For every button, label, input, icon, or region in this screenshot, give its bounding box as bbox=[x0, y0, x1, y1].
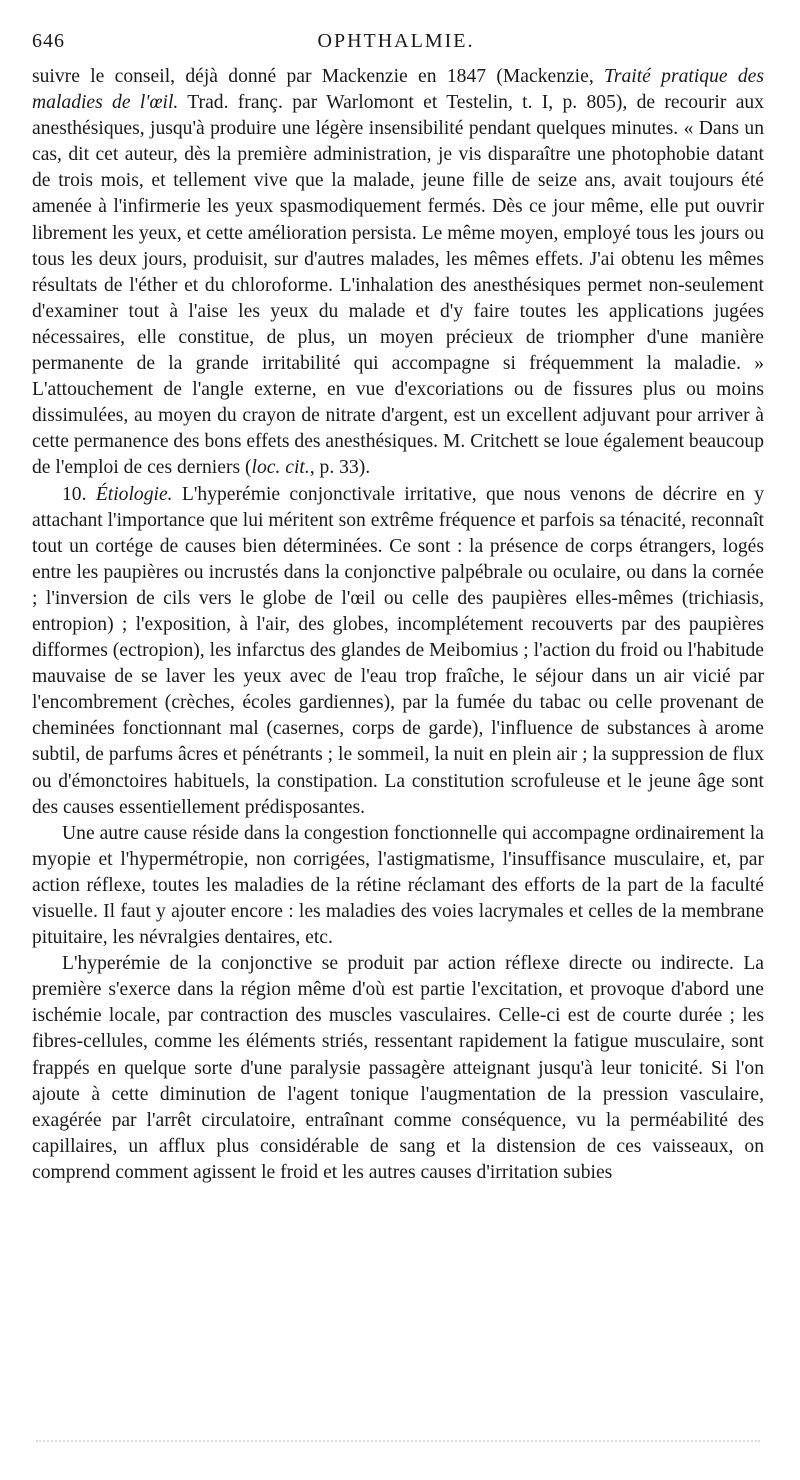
text-segment: , p. 33). bbox=[309, 457, 371, 479]
text-segment: suivre le conseil, déjà donné par Mackenzie en 1847 (Mackenzie, bbox=[32, 66, 605, 87]
paragraph bbox=[32, 951, 764, 1186]
paragraph-continuation bbox=[32, 64, 764, 482]
text-segment: Une autre cause réside dans la congestion fonctionnelle qui accompagne ordinairement la myopie et l'hypermétropie, non corrigées, l'astigmatisme, l'insuffisance musculaire, et, par action réflexe, toutes les maladies de la rétine réclamant des efforts de la part de la faculté visuelle. Il faut y ajouter encore : les maladies des voies lacrymales et celles de la membrane pituitaire, les névralgies dentaires, etc. bbox=[32, 822, 764, 949]
body-text bbox=[32, 64, 764, 1186]
paragraph bbox=[32, 821, 764, 951]
running-header bbox=[32, 30, 760, 58]
text-segment: L'hyperémie conjonctivale irritative, que nous venons de décrire en y attachant l'importance que lui méritent son extrême fréquence et parfois sa ténacité, reconnaît tout un cortége de causes bien déterminées. Ce sont : la présence de corps étrangers, logés entre les paupières ou incrustés dans la conjonctive palpébrale ou oculaire, ou dans la cornée ; l'inversion de cils vers le globe de l'œil ou celle des paupières elles-mêmes (trichiasis, entropion) ; l'exposition, à l'air, des globes, incomplétement recouverts par des paupières difformes (ectropion), les infarctus des glandes de Meibomius ; l'action du froid ou l'habitude mauvaise de se laver les yeux avec de l'eau trop fraîche, le séjour dans un air vicié par l'encombrement (crèches, écoles gardiennes), par la fumée du tabac ou celle provenant de cheminées fonctionnant mal (casernes, corps de garde), l'influence de substances à arome subtil, de parfums âcres et pénétrants ; le sommeil, la nuit en plein air ; la suppression de flux ou d'émonctoires habituels, la constipation. La constitution scrofuleuse et le jeune âge sont des causes essentiellement prédisposantes. bbox=[32, 483, 764, 818]
page-number: 646 bbox=[32, 30, 65, 52]
footer-dotted-rule bbox=[36, 1440, 760, 1442]
citation-title: Traité pratique des maladies de l'œil. bbox=[32, 66, 765, 114]
paragraph-etiologie bbox=[32, 482, 764, 821]
text-segment: L'hyperémie de la conjonctive se produit par action réflexe directe ou indirecte. La première s'exerce dans la région même d'où est partie l'excitation, et provoque d'abord une ischémie locale, par contraction des muscles vasculaires. Celle-ci est de courte durée ; les fibres-cellules, comme les éléments striés, ressentant rapidement la fatigue musculaire, sont frappés en quelque sorte d'une paralysie passagère atteignant jusqu'à leur tonicité. Si l'on ajoute à cette diminution de l'agent tonique l'augmentation de la pression vasculaire, exagérée par l'arrêt circulatoire, entraînant comme conséquence, vu la perméabilité des capillaires, un afflux plus considérable de sang et la distension de ces vaisseaux, on comprend comment agissent le froid et les autres causes d'irritation subies bbox=[32, 953, 764, 1183]
running-title: OPHTHALMIE. bbox=[317, 30, 475, 52]
section-heading: Étiologie. bbox=[95, 483, 173, 505]
citation-reference: loc. cit. bbox=[251, 457, 310, 479]
section-number: 10. bbox=[62, 483, 96, 505]
text-segment: Trad. franç. par Warlomont et Testelin, t. I, p. 805), de recourir aux anesthésiques, jusqu'à produire une légère insensibilité pendant quelques minutes. « Dans un cas, dit cet auteur, dès la première administration, je vis disparaître une photophobie datant de trois mois, et tellement vive que la malade, jeune fille de seize ans, avait toujours été amenée à l'infirmerie les yeux spasmodiquement fermés. Dès ce jour même, elle put ouvrir librement les yeux, et cette amélioration persista. Le même moyen, employé tous les jours ou tous les deux jours, produisit, sur d'autres malades, les mêmes effets. J'ai obtenu les mêmes résultats de l'éther et du chloroforme. L'inhalation des anesthésiques permet non-seulement d'examiner tout à l'aise les yeux du malade et d'y faire toutes les applications jugées nécessaires, elle constitue, de plus, un moyen précieux de triompher d'une manière permanente de la grande irritabilité qui accompagne si fréquemment la maladie. » L'attouchement de l'angle externe, en vue d'excoriations ou de fissures plus ou moins dissimulées, au moyen du crayon de nitrate d'argent, est un excellent adjuvant pour arriver à cette permanence des bons effets des anesthésiques. M. Critchett se loue également beaucoup de l'emploi de ces derniers ( bbox=[32, 92, 764, 479]
